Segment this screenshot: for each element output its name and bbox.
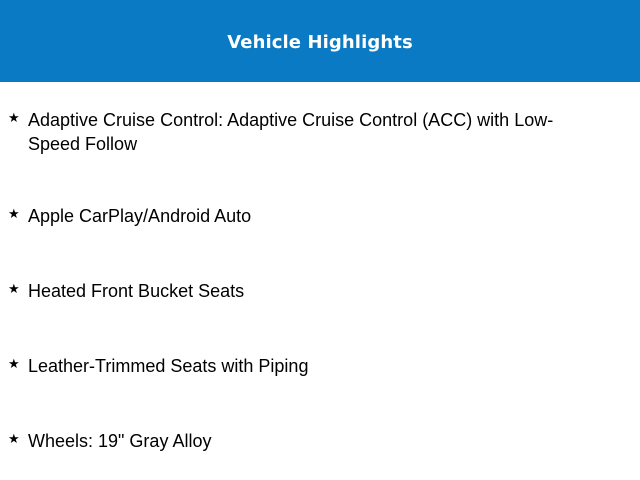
- list-item: [8, 204, 608, 228]
- star-icon: ★: [8, 207, 20, 222]
- star-icon: ★: [8, 282, 20, 297]
- list-item: [8, 354, 608, 378]
- feature-label: Adaptive Cruise Control: Adaptive Cruise Control (ACC) with Low-Speed Follow: [28, 110, 554, 154]
- star-icon: ★: [8, 357, 20, 372]
- list-item: [8, 429, 608, 453]
- page-title: Vehicle Highlights: [227, 31, 413, 53]
- star-icon: ★: [8, 432, 20, 447]
- feature-label: Wheels: 19" Gray Alloy: [28, 431, 212, 451]
- list-item: [8, 108, 608, 156]
- feature-label: Leather-Trimmed Seats with Piping: [28, 356, 309, 376]
- star-icon: ★: [8, 111, 20, 126]
- feature-label: Heated Front Bucket Seats: [28, 281, 245, 301]
- list-item: [8, 279, 608, 303]
- feature-label: Apple CarPlay/Android Auto: [28, 206, 252, 226]
